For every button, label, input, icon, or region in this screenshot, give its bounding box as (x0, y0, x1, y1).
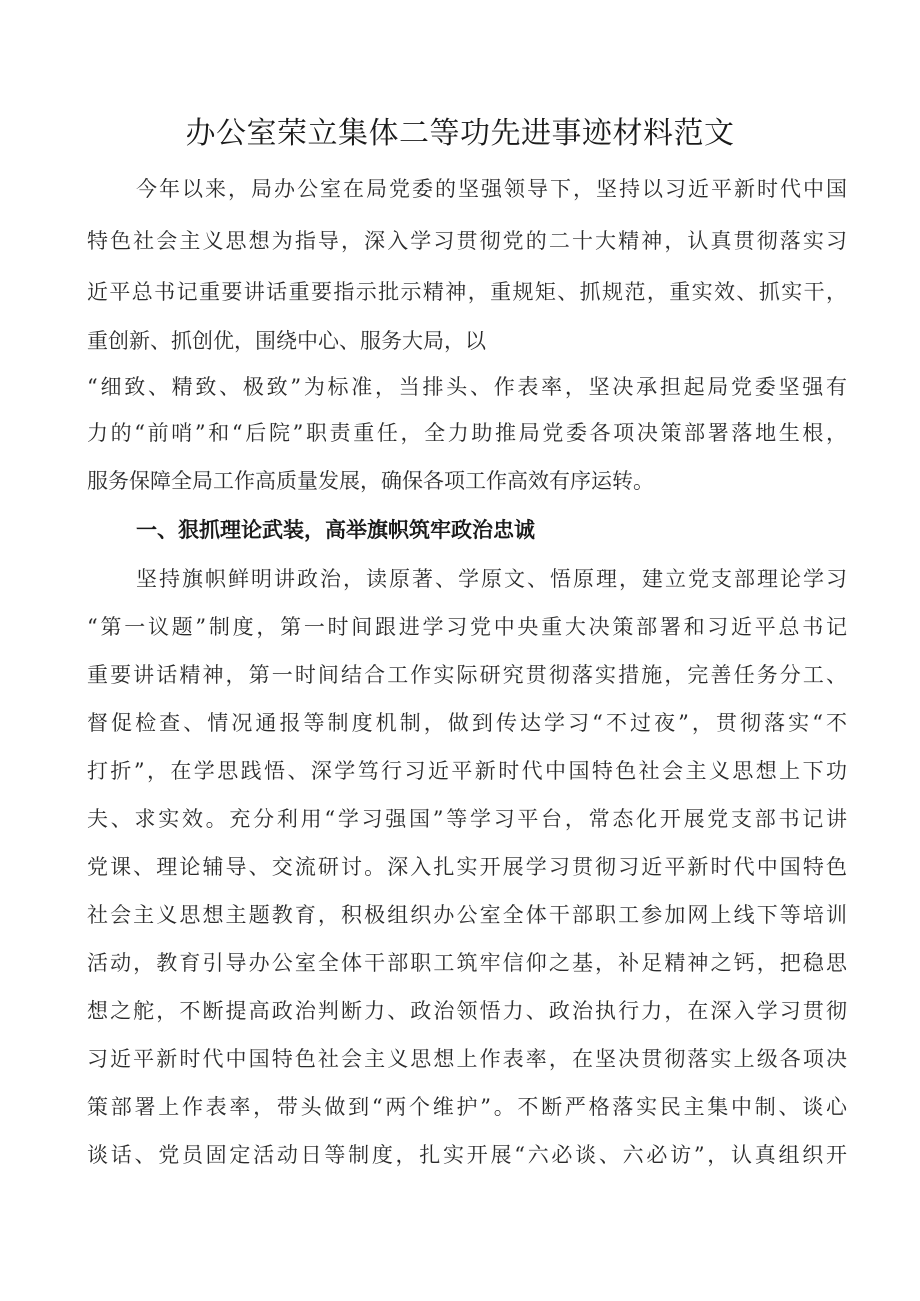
intro-line: 今年以来，局办公室在局党委的坚强领导下，坚持以习近平新时代中国 (136, 177, 847, 201)
intro-line: 力的“前哨”和“后院”职责重任，全力助推局党委各项决策部署落地生根， (87, 421, 847, 445)
section1-line: 想之舵，不断提高政治判断力、政治领悟力、政治执行力，在深入学习贯彻 (87, 999, 847, 1023)
intro-line: “细致、精致、极致”为标准，当排头、作表率，坚决承担起局党委坚强有 (87, 375, 847, 399)
intro-line: 重创新、抓创优，围绕中心、服务大局，以 (87, 329, 486, 353)
intro-line: 近平总书记重要讲话重要指示批示精神，重规矩、抓规范，重实效、抓实干， (87, 280, 847, 304)
section1-line: 坚持旗帜鲜明讲政治，读原著、学原文、悟原理，建立党支部理论学习 (136, 567, 847, 591)
section1-line: “第一议题”制度，第一时间跟进学习党中央重大决策部署和习近平总书记 (87, 615, 847, 639)
section1-line: 打折”，在学思践悟、深学笃行习近平新时代中国特色社会主义思想上下功 (87, 759, 847, 783)
intro-line: 特色社会主义思想为指导，深入学习贯彻党的二十大精神，认真贯彻落实习 (87, 229, 847, 253)
document-title: 办公室荣立集体二等功先进事迹材料范文 (185, 116, 735, 151)
section1-line: 活动，教育引导办公室全体干部职工筑牢信仰之基，补足精神之钙，把稳思 (87, 951, 847, 975)
section-heading: 一、狠抓理论武装，高举旗帜筑牢政治忠诚 (136, 518, 535, 542)
section1-line: 党课、理论辅导、交流研讨。深入扎实开展学习贯彻习近平新时代中国特色 (87, 855, 847, 879)
section1-line: 谈话、党员固定活动日等制度，扎实开展“六必谈、六必访”，认真组织开 (87, 1143, 847, 1167)
section1-line: 督促检查、情况通报等制度机制，做到传达学习“不过夜”，贯彻落实“不 (87, 711, 847, 735)
section1-line: 夫、求实效。充分利用“学习强国”等学习平台，常态化开展党支部书记讲 (87, 807, 847, 831)
section1-line: 策部署上作表率，带头做到“两个维护”。不断严格落实民主集中制、谈心 (87, 1095, 847, 1119)
section1-line: 社会主义思想主题教育，积极组织办公室全体干部职工参加网上线下等培训 (87, 903, 847, 927)
intro-line: 服务保障全局工作高质量发展，确保各项工作高效有序运转。 (87, 469, 654, 493)
section1-line: 习近平新时代中国特色社会主义思想上作表率，在坚决贯彻落实上级各项决 (87, 1047, 847, 1071)
section1-line: 重要讲话精神，第一时间结合工作实际研究贯彻落实措施，完善任务分工、 (87, 663, 847, 687)
